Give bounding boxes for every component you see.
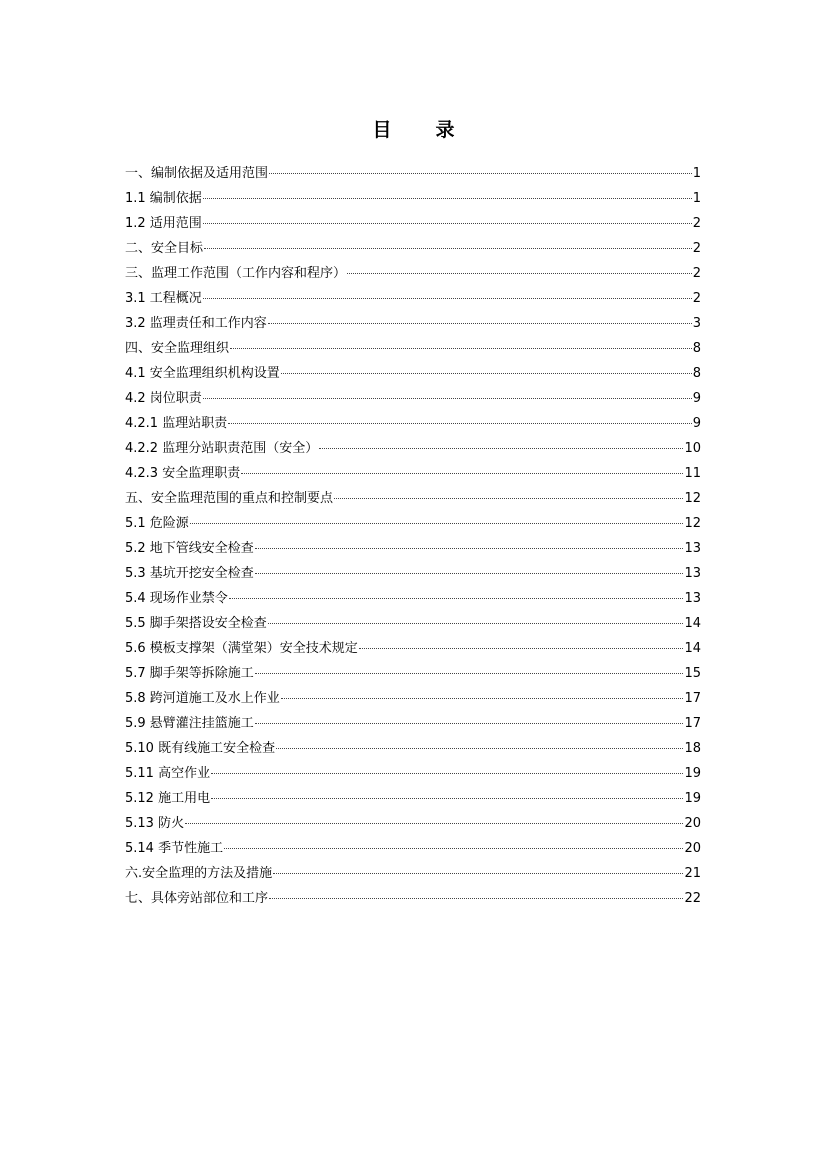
- toc-entry-label: 3.2 监理责任和工作内容: [125, 316, 267, 331]
- toc-entry-page-number: 8: [692, 341, 701, 356]
- toc-entry-label: 5.11 高空作业: [125, 766, 211, 781]
- toc-entry-page-number: 2: [692, 266, 701, 281]
- toc-entry-page-number: 1: [692, 166, 701, 181]
- toc-leader-dots: [268, 623, 684, 624]
- toc-leader-dots: [347, 273, 692, 274]
- toc-leader-dots: [203, 398, 692, 399]
- toc-leader-dots: [211, 773, 683, 774]
- toc-entry-page-number: 21: [684, 866, 701, 881]
- toc-title: [0, 116, 827, 144]
- toc-entry[interactable]: [125, 586, 701, 611]
- toc-entry[interactable]: [125, 711, 701, 736]
- toc-entry-page-number: 2: [692, 216, 701, 231]
- toc-entry[interactable]: [125, 311, 701, 336]
- toc-entry-page-number: 9: [692, 391, 701, 406]
- toc-leader-dots: [228, 423, 692, 424]
- toc-leader-dots: [229, 598, 684, 599]
- toc-entry[interactable]: [125, 336, 701, 361]
- toc-entry[interactable]: [125, 186, 701, 211]
- toc-leader-dots: [224, 848, 683, 849]
- toc-leader-dots: [230, 348, 692, 349]
- toc-entry-page-number: 2: [692, 241, 701, 256]
- toc-entry-label: 六.安全监理的方法及措施: [125, 866, 273, 881]
- toc-entry-label: 五、安全监理范围的重点和控制要点: [125, 491, 334, 506]
- toc-leader-dots: [185, 823, 683, 824]
- toc-entry-label: 5.3 基坑开挖安全检查: [125, 566, 254, 581]
- toc-entry-page-number: 13: [684, 591, 701, 606]
- toc-leader-dots: [268, 323, 692, 324]
- toc-entry-page-number: 14: [684, 616, 701, 631]
- toc-entry-label: 5.6 模板支撑架（满堂架）安全技术规定: [125, 641, 358, 656]
- toc-entry-label: 三、监理工作范围（工作内容和程序）: [125, 266, 347, 281]
- toc-entry-label: 1.2 适用范围: [125, 216, 202, 231]
- toc-entry-label: 5.12 施工用电: [125, 791, 211, 806]
- toc-entry-page-number: 19: [684, 766, 701, 781]
- toc-entry[interactable]: [125, 286, 701, 311]
- toc-entry-page-number: 20: [684, 841, 701, 856]
- toc-entry-label: 5.7 脚手架等拆除施工: [125, 666, 254, 681]
- toc-entry-label: 5.4 现场作业禁令: [125, 591, 228, 606]
- toc-entry-page-number: 12: [684, 516, 701, 531]
- toc-entry-page-number: 12: [684, 491, 701, 506]
- toc-leader-dots: [359, 648, 684, 649]
- toc-entry[interactable]: [125, 161, 701, 186]
- toc-entry[interactable]: [125, 261, 701, 286]
- toc-title-right: 录: [435, 119, 455, 141]
- toc-leader-dots: [319, 448, 683, 449]
- toc-entry-page-number: 8: [692, 366, 701, 381]
- toc-entry[interactable]: [125, 461, 701, 486]
- toc-leader-dots: [273, 873, 683, 874]
- toc-entry-label: 5.13 防火: [125, 816, 185, 831]
- toc-entry-page-number: 22: [684, 891, 701, 906]
- toc-entry[interactable]: [125, 211, 701, 236]
- toc-entry-page-number: 20: [684, 816, 701, 831]
- toc-leader-dots: [255, 673, 684, 674]
- toc-leader-dots: [204, 248, 692, 249]
- toc-entry[interactable]: [125, 361, 701, 386]
- toc-entry-label: 七、具体旁站部位和工序: [125, 891, 269, 906]
- toc-entry-page-number: 1: [692, 191, 701, 206]
- toc-entry[interactable]: [125, 411, 701, 436]
- toc-entry-page-number: 17: [684, 691, 701, 706]
- toc-entry-page-number: 15: [684, 666, 701, 681]
- toc-leader-dots: [203, 198, 692, 199]
- toc-entry[interactable]: [125, 561, 701, 586]
- toc-entry-page-number: 13: [684, 566, 701, 581]
- toc-entry-page-number: 14: [684, 641, 701, 656]
- toc-entry-page-number: 2: [692, 291, 701, 306]
- toc-entry-label: 4.2.3 安全监理职责: [125, 466, 241, 481]
- toc-entry[interactable]: [125, 436, 701, 461]
- toc-entry-label: 四、安全监理组织: [125, 341, 230, 356]
- toc-leader-dots: [281, 373, 692, 374]
- toc-leader-dots: [203, 298, 692, 299]
- toc-entry-label: 二、安全目标: [125, 241, 204, 256]
- toc-entry-page-number: 18: [684, 741, 701, 756]
- toc-entry[interactable]: [125, 636, 701, 661]
- toc-entry-label: 5.1 危险源: [125, 516, 189, 531]
- toc-leader-dots: [334, 498, 683, 499]
- toc-entry[interactable]: [125, 536, 701, 561]
- toc-entry[interactable]: [125, 486, 701, 511]
- toc-entry-page-number: 10: [684, 441, 701, 456]
- toc-leader-dots: [203, 223, 692, 224]
- toc-entry-label: 1.1 编制依据: [125, 191, 202, 206]
- toc-entry[interactable]: [125, 511, 701, 536]
- toc-leader-dots: [255, 573, 684, 574]
- toc-entry[interactable]: [125, 611, 701, 636]
- toc-entry-page-number: 13: [684, 541, 701, 556]
- toc-entry-page-number: 19: [684, 791, 701, 806]
- toc-entry-label: 5.14 季节性施工: [125, 841, 224, 856]
- toc-entry-label: 5.2 地下管线安全检查: [125, 541, 254, 556]
- toc-entry-page-number: 17: [684, 716, 701, 731]
- toc-entry[interactable]: [125, 236, 701, 261]
- toc-entry-label: 5.10 既有线施工安全检查: [125, 741, 276, 756]
- toc-entry[interactable]: [125, 786, 701, 811]
- toc-entry[interactable]: [125, 836, 701, 861]
- toc-entry[interactable]: [125, 886, 701, 911]
- table-of-contents: [125, 161, 701, 911]
- toc-entry-label: 5.8 跨河道施工及水上作业: [125, 691, 280, 706]
- toc-entry[interactable]: [125, 686, 701, 711]
- toc-entry-page-number: 9: [692, 416, 701, 431]
- toc-entry-label: 4.2 岗位职责: [125, 391, 202, 406]
- toc-title-left: 目: [372, 119, 392, 141]
- toc-leader-dots: [276, 748, 683, 749]
- toc-entry-label: 5.5 脚手架搭设安全检查: [125, 616, 267, 631]
- toc-leader-dots: [269, 898, 683, 899]
- toc-entry[interactable]: [125, 861, 701, 886]
- toc-entry-label: 5.9 悬臂灌注挂篮施工: [125, 716, 254, 731]
- toc-entry-page-number: 11: [684, 466, 701, 481]
- toc-leader-dots: [281, 698, 684, 699]
- toc-entry[interactable]: [125, 736, 701, 761]
- toc-entry-page-number: 3: [692, 316, 701, 331]
- toc-leader-dots: [190, 523, 684, 524]
- toc-leader-dots: [255, 723, 684, 724]
- toc-leader-dots: [241, 473, 683, 474]
- toc-entry[interactable]: [125, 661, 701, 686]
- toc-entry-label: 4.2.1 监理站职责: [125, 416, 228, 431]
- toc-entry-label: 4.1 安全监理组织机构设置: [125, 366, 280, 381]
- toc-leader-dots: [211, 798, 683, 799]
- toc-entry-label: 4.2.2 监理分站职责范围（安全）: [125, 441, 319, 456]
- toc-leader-dots: [269, 173, 692, 174]
- toc-entry-label: 3.1 工程概况: [125, 291, 202, 306]
- toc-entry-label: 一、编制依据及适用范围: [125, 166, 269, 181]
- toc-entry[interactable]: [125, 761, 701, 786]
- toc-leader-dots: [255, 548, 684, 549]
- toc-entry[interactable]: [125, 386, 701, 411]
- toc-entry[interactable]: [125, 811, 701, 836]
